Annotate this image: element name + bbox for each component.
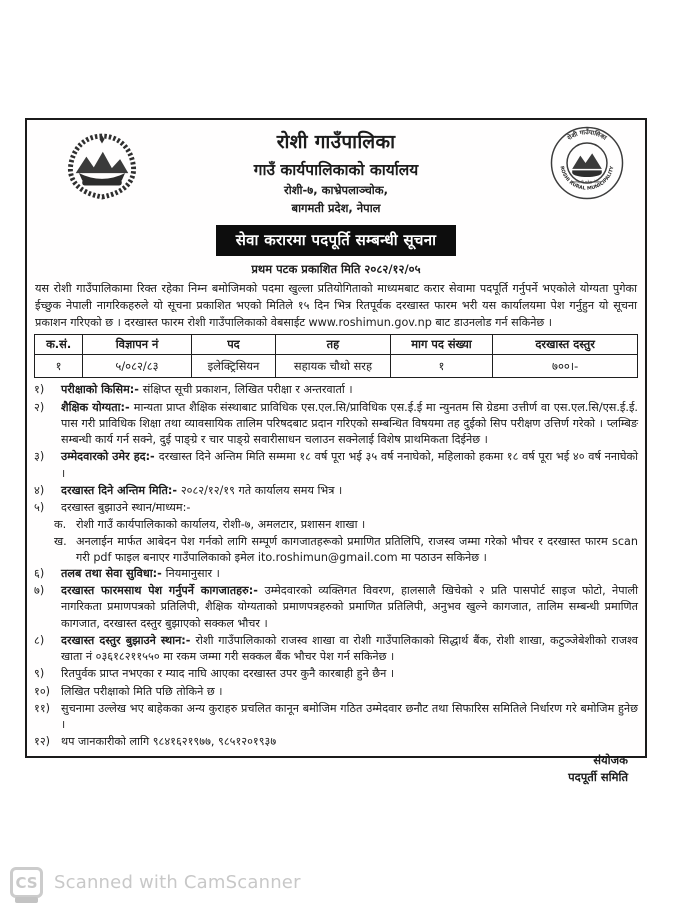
list-item — [34, 583, 638, 632]
office-name: गाउँ कार्यपालिकाको कार्यालय — [253, 161, 419, 179]
list-item-number: ६) — [34, 566, 45, 580]
vacancy-table-body — [35, 355, 638, 378]
list-item-number: ५) — [34, 501, 45, 515]
camscanner-watermark-text: Scanned with CamScanner — [54, 872, 301, 893]
sub-item-label: ख. — [54, 534, 67, 548]
table-cell: ७००।- — [493, 355, 638, 378]
list-item-text — [61, 500, 638, 516]
list-item-text: दरखास्त दिने अन्तिम मिति:- २०८२/१२/१९ गते कार्यालय समय भित्र । — [61, 483, 343, 497]
table-header-cell: दरखास्त दस्तुर — [493, 335, 638, 355]
list-item-text: परीक्षाको किसिम:- संक्षिप्त सूची प्रकाशन, लिखित परीक्षा र अन्तरवार्ता । — [61, 383, 353, 397]
list-item-text: दरखास्त फारमसाथ पेश गर्नुपर्ने कागजातहरु:- उम्मेदवारको व्यक्तिगत विवरण, हालसालै खिचेको २ प्रति पासपोर्ट साइज फोटो, नेपाली नागरिकता प्रमाणपत्रको प्रतिलिपी, शैक्षिक योग्यताको प्रमाणपत्रहरुको प्रमाणित प्रतिलिपी, अनुभव खुल्ने कागजात, तालिम सम्बन्धी प्रमाणित कागजात, दरखास्त दस्तुर बुझाएको सक्कल भौचर । — [61, 584, 638, 630]
sub-item-text: रोशी गाउँ कार्यपालिकाको कार्यालय, रोशी-७, अमलटार, प्रशासन शाखा । — [76, 518, 366, 532]
list-item-text: शैक्षिक योग्यता:- मान्यता प्राप्त शैक्षिक संस्थाबाट प्राविधिक एस.एल.सि/प्राविधिक एस.ई.ई मा न्युनतम सि ग्रेडमा उत्तीर्ण वा एस.एल.सि/एस.ई.ई. पास गरी प्राविधिक शिक्षा तथा व्यावसायिक तालिम परिषदबाट प्रदान गरिएको सम्बन्धित विषयमा तह दुईको सिप परीक्षण उत्तिर्ण गरेको । प्लम्बिङ सम्बन्धी कार्य गर्न सक्ने, दुई पाङ्ग्रे र चार पाङ्ग्रे सवारीसाधन चलाउन सक्नेलाई विशेष प्राथमिकता दिईनेछ । — [61, 400, 638, 447]
list-item-text: थप जानकारीको लागि ९८४१६२१९७७, ९८५१२०१९३७ — [61, 735, 277, 749]
list-item-number: २) — [34, 400, 45, 414]
list-item-title: परीक्षाको किसिम:- — [61, 383, 143, 397]
list-item-title: दरखास्त दस्तुर बुझाउने स्थान:- — [61, 633, 196, 647]
list-item-title: तलब तथा सेवा सुविधा:- — [61, 566, 166, 580]
municipality-name: रोशी गाउँपालिका — [276, 131, 396, 153]
list-item-number: १०) — [34, 684, 50, 698]
table-cell: इलेक्ट्रिसियन — [191, 355, 275, 378]
table-cell: १ — [390, 355, 493, 378]
list-item — [34, 400, 638, 449]
list-item — [34, 500, 638, 516]
notice-title-banner: सेवा करारमा पदपूर्ति सम्बन्धी सूचना — [216, 225, 457, 256]
signature-block — [34, 752, 638, 788]
notice-list — [34, 382, 638, 750]
list-item-title: दरखास्त फारमसाथ पेश गर्नुपर्ने कागजातहरु:- — [61, 584, 265, 598]
list-sub-item — [54, 517, 638, 533]
list-sub-item — [54, 534, 638, 566]
roshi-rural-municipality-seal-icon — [550, 126, 624, 204]
list-item-text: सुचनामा उल्लेख भए बाहेकका अन्य कुराहरु प्रचलित कानून बमोजिम गठित उम्मेदवार छनौट तथा सिफारिस समितिले निर्धारण गरे बमोजिम हुनेछ । — [61, 701, 638, 732]
list-item-number: १२) — [34, 735, 50, 749]
signature-committee: पदपूर्ती समिति — [568, 770, 628, 785]
list-item-number: ३) — [34, 450, 45, 464]
table-header-cell: तह — [276, 335, 391, 355]
list-item-title: दरखास्त दिने अन्तिम मिति:- — [61, 483, 181, 497]
table-header-cell: क.सं. — [35, 335, 83, 355]
document-header — [34, 124, 638, 277]
intro-paragraph: यस रोशी गाउँपालिकामा रिक्त रहेका निम्न बमोजिमको पदमा खुल्ला प्रतियोगिताको माध्यमबाट करार सेवामा पदपूर्ति गर्नुपर्ने भएकोले योग्यता पुगेका ईच्छुक नेपाली नागरिकहरुले यो सूचना प्रकाशित भएको मितिले १५ दिन भित्र रितपूर्वक दरखास्त फारम भरी यस कार्यालयमा पेश गर्नुहुन यो सूचना प्रकाशन गरिएको छ । दरखास्त फारम रोशी गाउँपालिकाको वेबसाईट www.roshimun.gov.np बाट डाउनलोड गर्न सकिनेछ । — [35, 282, 637, 329]
sub-item-text: अनलाईन मार्फत आबेदन पेश गर्नको लागि सम्पूर्ण कागजातहरूको प्रमाणित प्रतिलिपि, राजस्व जम्मा गरेको भौचर र दरखास्त फारम scan गरी pdf फाइल बनाएर गाउँपालिकाको इमेल ito.roshimun@gmail.com मा पठाउन सकिनेछ । — [76, 534, 638, 564]
table-header-cell: विज्ञापन नं — [83, 335, 192, 355]
list-item-number: १) — [34, 383, 45, 397]
list-item — [34, 633, 638, 665]
list-item — [34, 382, 638, 398]
nepal-government-emblem-icon — [60, 132, 144, 210]
list-item-title: शैक्षिक योग्यता:- — [61, 400, 134, 414]
published-date-line: प्रथम पटक प्रकाशित मिति २०८२/१२/०५ — [251, 262, 421, 276]
notice-document — [25, 118, 647, 785]
list-item — [34, 701, 638, 733]
signature-role: संयोजक — [593, 752, 628, 767]
camscanner-watermark — [10, 867, 301, 898]
table-header-row — [35, 335, 638, 355]
vacancy-table-head — [35, 335, 638, 355]
list-item-text: उम्मेदवारको उमेर हद:- दरखास्त दिने अन्तिम मिति सम्ममा १८ वर्ष पूरा भई ३५ वर्ष ननाघेको, महिलाको हकमा १८ वर्ष पूरा भई ४० वर्ष ननाघेको । — [61, 450, 639, 480]
seal-text-top: रोशी गाउँपालिका — [566, 129, 608, 142]
list-item — [34, 666, 638, 682]
list-item-number: ७) — [34, 584, 45, 598]
table-header-cell: माग पद संख्या — [390, 335, 493, 355]
table-cell: सहायक चौथो सरह — [276, 355, 391, 378]
list-item-text: तलब तथा सेवा सुविधा:- नियमानुसार । — [61, 566, 220, 580]
table-cell: ५/०८२/८३ — [83, 355, 192, 378]
table-cell: १ — [35, 355, 83, 378]
list-item-number: ११) — [34, 701, 50, 715]
list-item-text: दरखास्त दस्तुर बुझाउने स्थान:- रोशी गाउँपालिकाको राजस्व शाखा वा रोशी गाउँपालिकाको सिद्धार्थ बैंक, रोशी शाखा, कटुञ्जेबेशीको राजश्व खाता नं ०३६१८२११५५० मा रकम जम्मा गरी सक्कल बैंक भौचर पेश गर्न सकिनेछ । — [61, 633, 639, 664]
address-line-1: रोशी-७, काभ्रेपलाञ्चोक, — [284, 183, 388, 197]
seal-text-inner: बागमती प्रदेश नेपाल — [572, 179, 602, 185]
list-item-number: ८) — [34, 633, 45, 647]
list-item — [34, 734, 638, 750]
list-item-text: लिखित परीक्षाको मिति पछि तोकिने छ । — [61, 684, 223, 698]
list-item — [34, 483, 638, 499]
svg-text:ROSHI RURAL MUNICIPALITY — [559, 165, 616, 192]
table-row — [35, 355, 638, 378]
list-item-title: दरखास्त बुझाउने स्थान/माध्यम:- — [61, 501, 191, 515]
list-item — [34, 449, 638, 481]
vacancy-table — [34, 334, 638, 378]
list-item-title: उम्मेदवारको उमेर हद:- — [61, 450, 159, 464]
list-item — [34, 566, 638, 582]
camscanner-icon: CS — [10, 867, 43, 898]
address-line-2: बागमती प्रदेश, नेपाल — [291, 201, 381, 215]
list-item — [34, 684, 638, 700]
list-item-number: ४) — [34, 483, 45, 497]
list-item-text: रितपुर्वक प्राप्त नभएका र म्याद नाघि आएका दरखास्त उपर कुनै कारबाही हुने छैन । — [61, 667, 395, 681]
seal-text-bottom: ROSHI RURAL MUNICIPALITY — [558, 165, 616, 192]
sub-item-label: क. — [54, 518, 67, 532]
list-item-number: ९) — [34, 667, 45, 681]
table-header-cell: पद — [191, 335, 275, 355]
